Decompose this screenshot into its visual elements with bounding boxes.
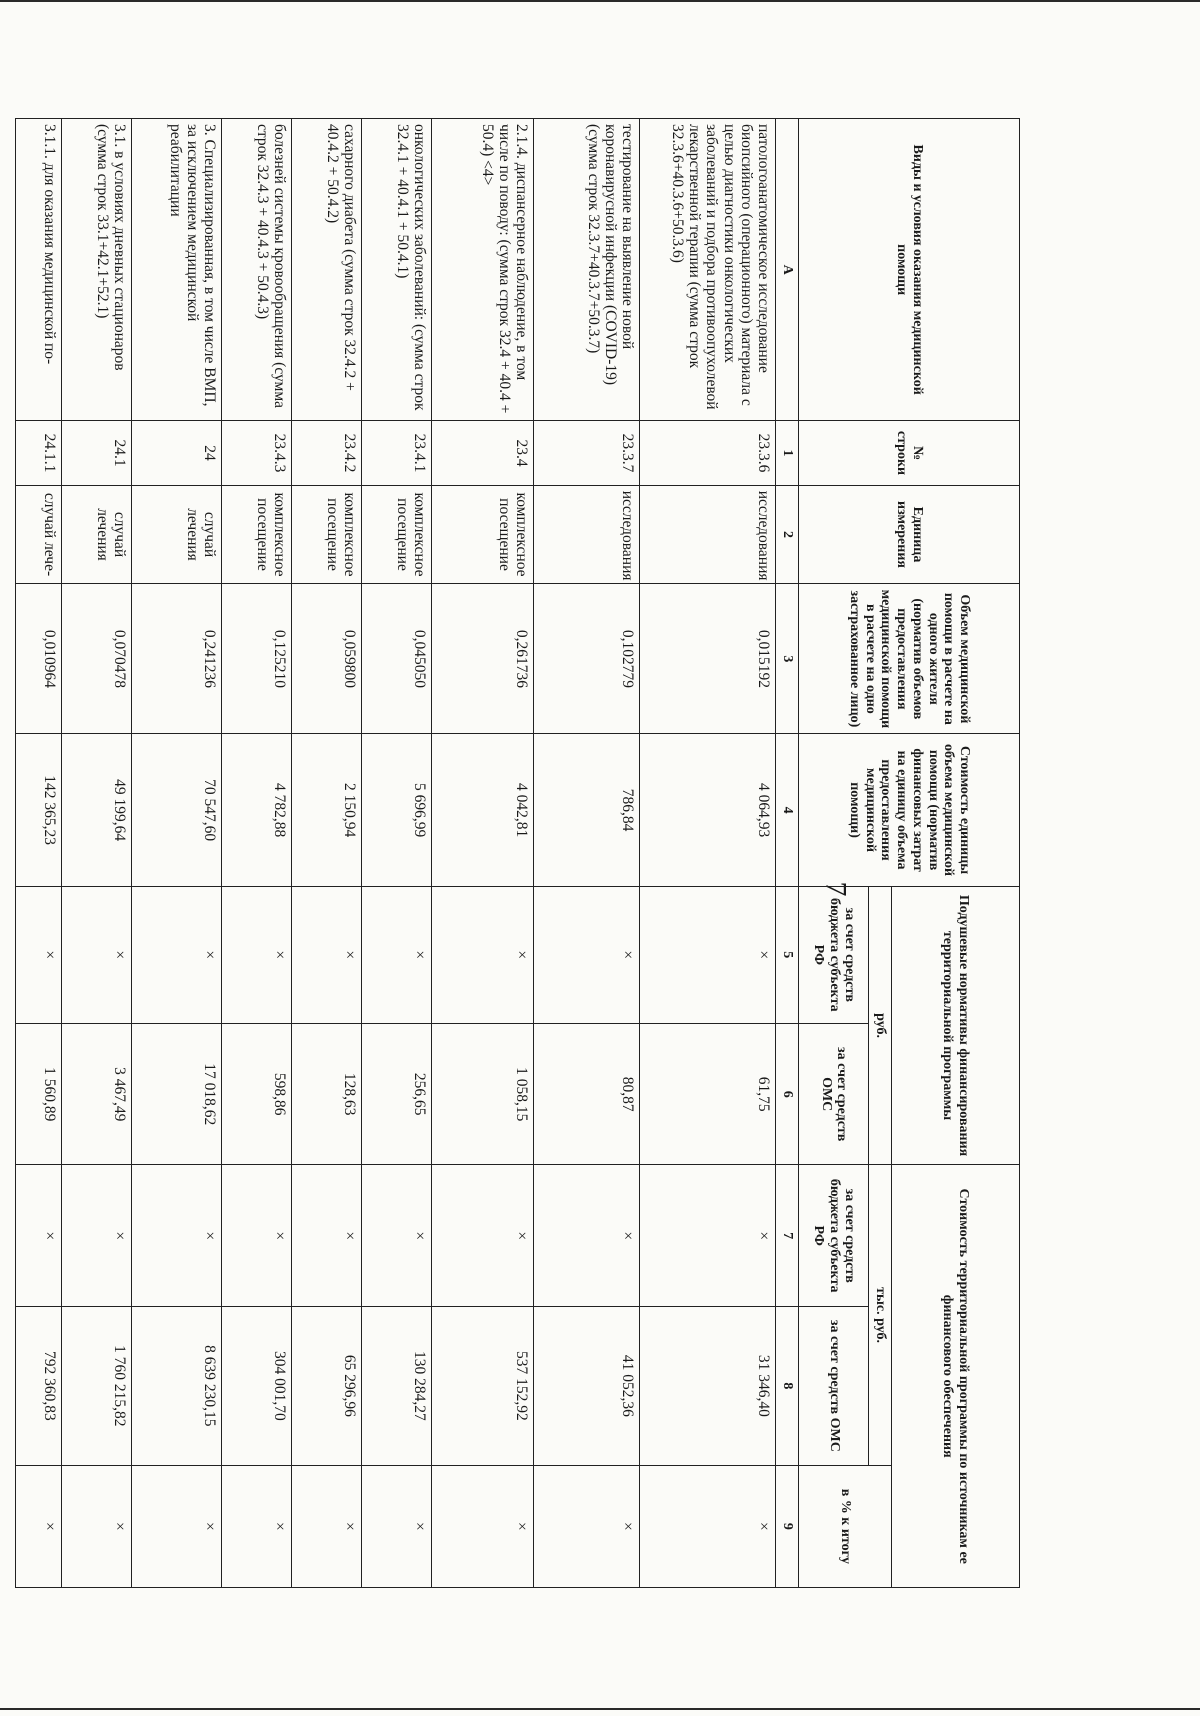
- header-per-capita-norms: Подушевые нормативы финансирования территориальной программы: [892, 886, 1020, 1165]
- scan-border-bottom: [0, 1708, 1200, 1710]
- table-row: [62, 119, 132, 1588]
- service-name-cell: болезней системы кровообращения (сумма строк 32.4.3 + 40.4.3 + 50.4.3): [222, 119, 292, 421]
- oms-norm-cell: 1 560,89: [16, 1023, 62, 1165]
- table-row: [362, 119, 432, 1588]
- unit-cell: комплексное посещение: [432, 485, 534, 584]
- oms-norm-cell: 598,86: [222, 1023, 292, 1165]
- header-oms-total: за счет средств ОМС: [799, 1306, 869, 1465]
- percent-cell: ×: [62, 1465, 132, 1587]
- percent-cell: ×: [132, 1465, 222, 1587]
- budget-total-cell: ×: [292, 1165, 362, 1307]
- unit-cost-cell: 70 547,60: [132, 734, 222, 886]
- percent-cell: ×: [640, 1465, 776, 1587]
- line-number-cell: 24: [132, 421, 222, 485]
- volume-cell: 0,045050: [362, 584, 432, 734]
- header-volume: Объем медицинской помощи в расчете на одного жителя (норматив объемов предоставления медицинской помощи в расчете на одно застрахованное лицо): [799, 584, 1020, 734]
- header-unit-thousand-rub: тыс. руб.: [869, 1165, 892, 1465]
- line-number-cell: 24.1.1: [16, 421, 62, 485]
- line-number-cell: 23.4.2: [292, 421, 362, 485]
- volume-cell: 0,261736: [432, 584, 534, 734]
- unit-cost-cell: 4 042,81: [432, 734, 534, 886]
- unit-cost-cell: 4 782,88: [222, 734, 292, 886]
- line-number-cell: 23.3.7: [534, 421, 640, 485]
- oms-norm-cell: 61,75: [640, 1023, 776, 1165]
- volume-cell: 0,059800: [292, 584, 362, 734]
- column-number: 8: [776, 1306, 799, 1465]
- page-number: 7: [819, 881, 853, 897]
- oms-total-cell: 792 360,83: [16, 1306, 62, 1465]
- column-number: А: [776, 119, 799, 421]
- oms-total-cell: 65 296,96: [292, 1306, 362, 1465]
- oms-total-cell: 1 760 215,82: [62, 1306, 132, 1465]
- budget-total-cell: ×: [534, 1165, 640, 1307]
- column-number: 7: [776, 1165, 799, 1307]
- budget-norm-cell: ×: [640, 886, 776, 1023]
- table-body: [16, 119, 776, 1588]
- header-service-type: Виды и условия оказания медицинской помощи: [799, 119, 1020, 421]
- unit-cost-cell: 49 199,64: [62, 734, 132, 886]
- unit-cost-cell: 2 150,94: [292, 734, 362, 886]
- unit-cost-cell: 4 064,93: [640, 734, 776, 886]
- budget-norm-cell: ×: [222, 886, 292, 1023]
- budget-total-cell: ×: [62, 1165, 132, 1307]
- budget-norm-cell: ×: [132, 886, 222, 1023]
- percent-cell: ×: [222, 1465, 292, 1587]
- unit-cell: случай лечения: [132, 485, 222, 584]
- table-row: [292, 119, 362, 1588]
- line-number-cell: 23.4.3: [222, 421, 292, 485]
- volume-cell: 0,010964: [16, 584, 62, 734]
- header-oms-norm: за счет средств ОМС: [799, 1023, 869, 1165]
- service-name-cell: 3. Специализированная, в том числе ВМП, за исключением медицинской реабилитации: [132, 119, 222, 421]
- line-number-cell: 24.1: [62, 421, 132, 485]
- table-row: [132, 119, 222, 1588]
- service-name-cell: тестирование на выявление новой коронавирусной инфекции (COVID-19) (сумма строк 32.3.7+40.3.7+50.3.7): [534, 119, 640, 421]
- column-number: 4: [776, 734, 799, 886]
- budget-norm-cell: ×: [292, 886, 362, 1023]
- unit-cell: случай лече-: [16, 485, 62, 584]
- table-row: [534, 119, 640, 1588]
- oms-norm-cell: 1 058,15: [432, 1023, 534, 1165]
- volume-cell: 0,125210: [222, 584, 292, 734]
- service-name-cell: сахарного диабета (сумма строк 32.4.2 + 40.4.2 + 50.4.2): [292, 119, 362, 421]
- unit-cell: комплексное посещение: [292, 485, 362, 584]
- volume-cell: 0,070478: [62, 584, 132, 734]
- budget-total-cell: ×: [222, 1165, 292, 1307]
- header-unit-cost: Стоимость единицы объема медицинской помощи (норматив финансовых затрат на единицу объема предоставления медицинской помощи): [799, 734, 1020, 886]
- volume-cell: 0,241236: [132, 584, 222, 734]
- percent-cell: ×: [534, 1465, 640, 1587]
- volume-cell: 0,102779: [534, 584, 640, 734]
- unit-cell: исследования: [534, 485, 640, 584]
- budget-norm-cell: ×: [534, 886, 640, 1023]
- table-row: [432, 119, 534, 1588]
- volume-cell: 0,015192: [640, 584, 776, 734]
- column-number: 6: [776, 1023, 799, 1165]
- line-number-cell: 23.4: [432, 421, 534, 485]
- service-name-cell: 3.1. в условиях дневных стационаров (сумма строк 33.1+42.1+52.1): [62, 119, 132, 421]
- unit-cell: случай лечения: [62, 485, 132, 584]
- header-budget-norm: за счет средств бюджета субъекта РФ: [799, 886, 869, 1023]
- column-number: 9: [776, 1465, 799, 1587]
- oms-total-cell: 41 052,36: [534, 1306, 640, 1465]
- service-name-cell: патологоанатомическое исследование биопсийного (операционного) материала с целью диагностики онкологических заболеваний и подбора противоопухолевой лекарственной терапии (сумма строк 32.3.6+40.3.6+50.3.6): [640, 119, 776, 421]
- unit-cost-cell: 142 365,23: [16, 734, 62, 886]
- column-number: 5: [776, 886, 799, 1023]
- header-line-number: № строки: [799, 421, 1020, 485]
- unit-cell: комплексное посещение: [222, 485, 292, 584]
- budget-norm-cell: ×: [362, 886, 432, 1023]
- line-number-cell: 23.4.1: [362, 421, 432, 485]
- oms-total-cell: 537 152,92: [432, 1306, 534, 1465]
- unit-cost-cell: 786,84: [534, 734, 640, 886]
- percent-cell: ×: [432, 1465, 534, 1587]
- oms-norm-cell: 128,63: [292, 1023, 362, 1165]
- oms-norm-cell: 80,87: [534, 1023, 640, 1165]
- column-number-row: [776, 119, 799, 1588]
- header-program-cost: Стоимость территориальной программы по источникам ее финансового обеспечения: [892, 1165, 1020, 1588]
- budget-total-cell: ×: [16, 1165, 62, 1307]
- scan-border-top: [0, 0, 1200, 2]
- table-row: [16, 119, 62, 1588]
- budget-norm-cell: ×: [62, 886, 132, 1023]
- oms-norm-cell: 17 018,62: [132, 1023, 222, 1165]
- budget-norm-cell: ×: [16, 886, 62, 1023]
- table-row: [222, 119, 292, 1588]
- financing-table: [15, 118, 1020, 1588]
- service-name-cell: 2.1.4. диспансерное наблюдение, в том числе по поводу: (сумма строк 32.4 + 40.4 + 50.4) <4>: [432, 119, 534, 421]
- unit-cell: комплексное посещение: [362, 485, 432, 584]
- budget-norm-cell: ×: [432, 886, 534, 1023]
- unit-cost-cell: 5 696,99: [362, 734, 432, 886]
- oms-total-cell: 31 346,40: [640, 1306, 776, 1465]
- budget-total-cell: ×: [362, 1165, 432, 1307]
- percent-cell: ×: [16, 1465, 62, 1587]
- percent-cell: ×: [362, 1465, 432, 1587]
- column-number: 2: [776, 485, 799, 584]
- budget-total-cell: ×: [132, 1165, 222, 1307]
- header-percent: в % к итогу: [799, 1465, 892, 1587]
- header-unit-rub: руб.: [869, 886, 892, 1165]
- service-name-cell: онкологических заболеваний: (сумма строк 32.4.1 + 40.4.1 + 50.4.1): [362, 119, 432, 421]
- budget-total-cell: ×: [432, 1165, 534, 1307]
- header-unit: Единица измерения: [799, 485, 1020, 584]
- header-budget-total: за счет средств бюджета субъекта РФ: [799, 1165, 869, 1307]
- oms-norm-cell: 3 467,49: [62, 1023, 132, 1165]
- service-name-cell: 3.1.1. для оказания медицинской по-: [16, 119, 62, 421]
- percent-cell: ×: [292, 1465, 362, 1587]
- line-number-cell: 23.3.6: [640, 421, 776, 485]
- table-row: [640, 119, 776, 1588]
- unit-cell: исследования: [640, 485, 776, 584]
- oms-total-cell: 8 639 230,15: [132, 1306, 222, 1465]
- column-number: 1: [776, 421, 799, 485]
- oms-total-cell: 130 284,27: [362, 1306, 432, 1465]
- oms-norm-cell: 256,65: [362, 1023, 432, 1165]
- rotated-table-area: [41, 118, 1020, 1588]
- column-number: 3: [776, 584, 799, 734]
- oms-total-cell: 304 001,70: [222, 1306, 292, 1465]
- budget-total-cell: ×: [640, 1165, 776, 1307]
